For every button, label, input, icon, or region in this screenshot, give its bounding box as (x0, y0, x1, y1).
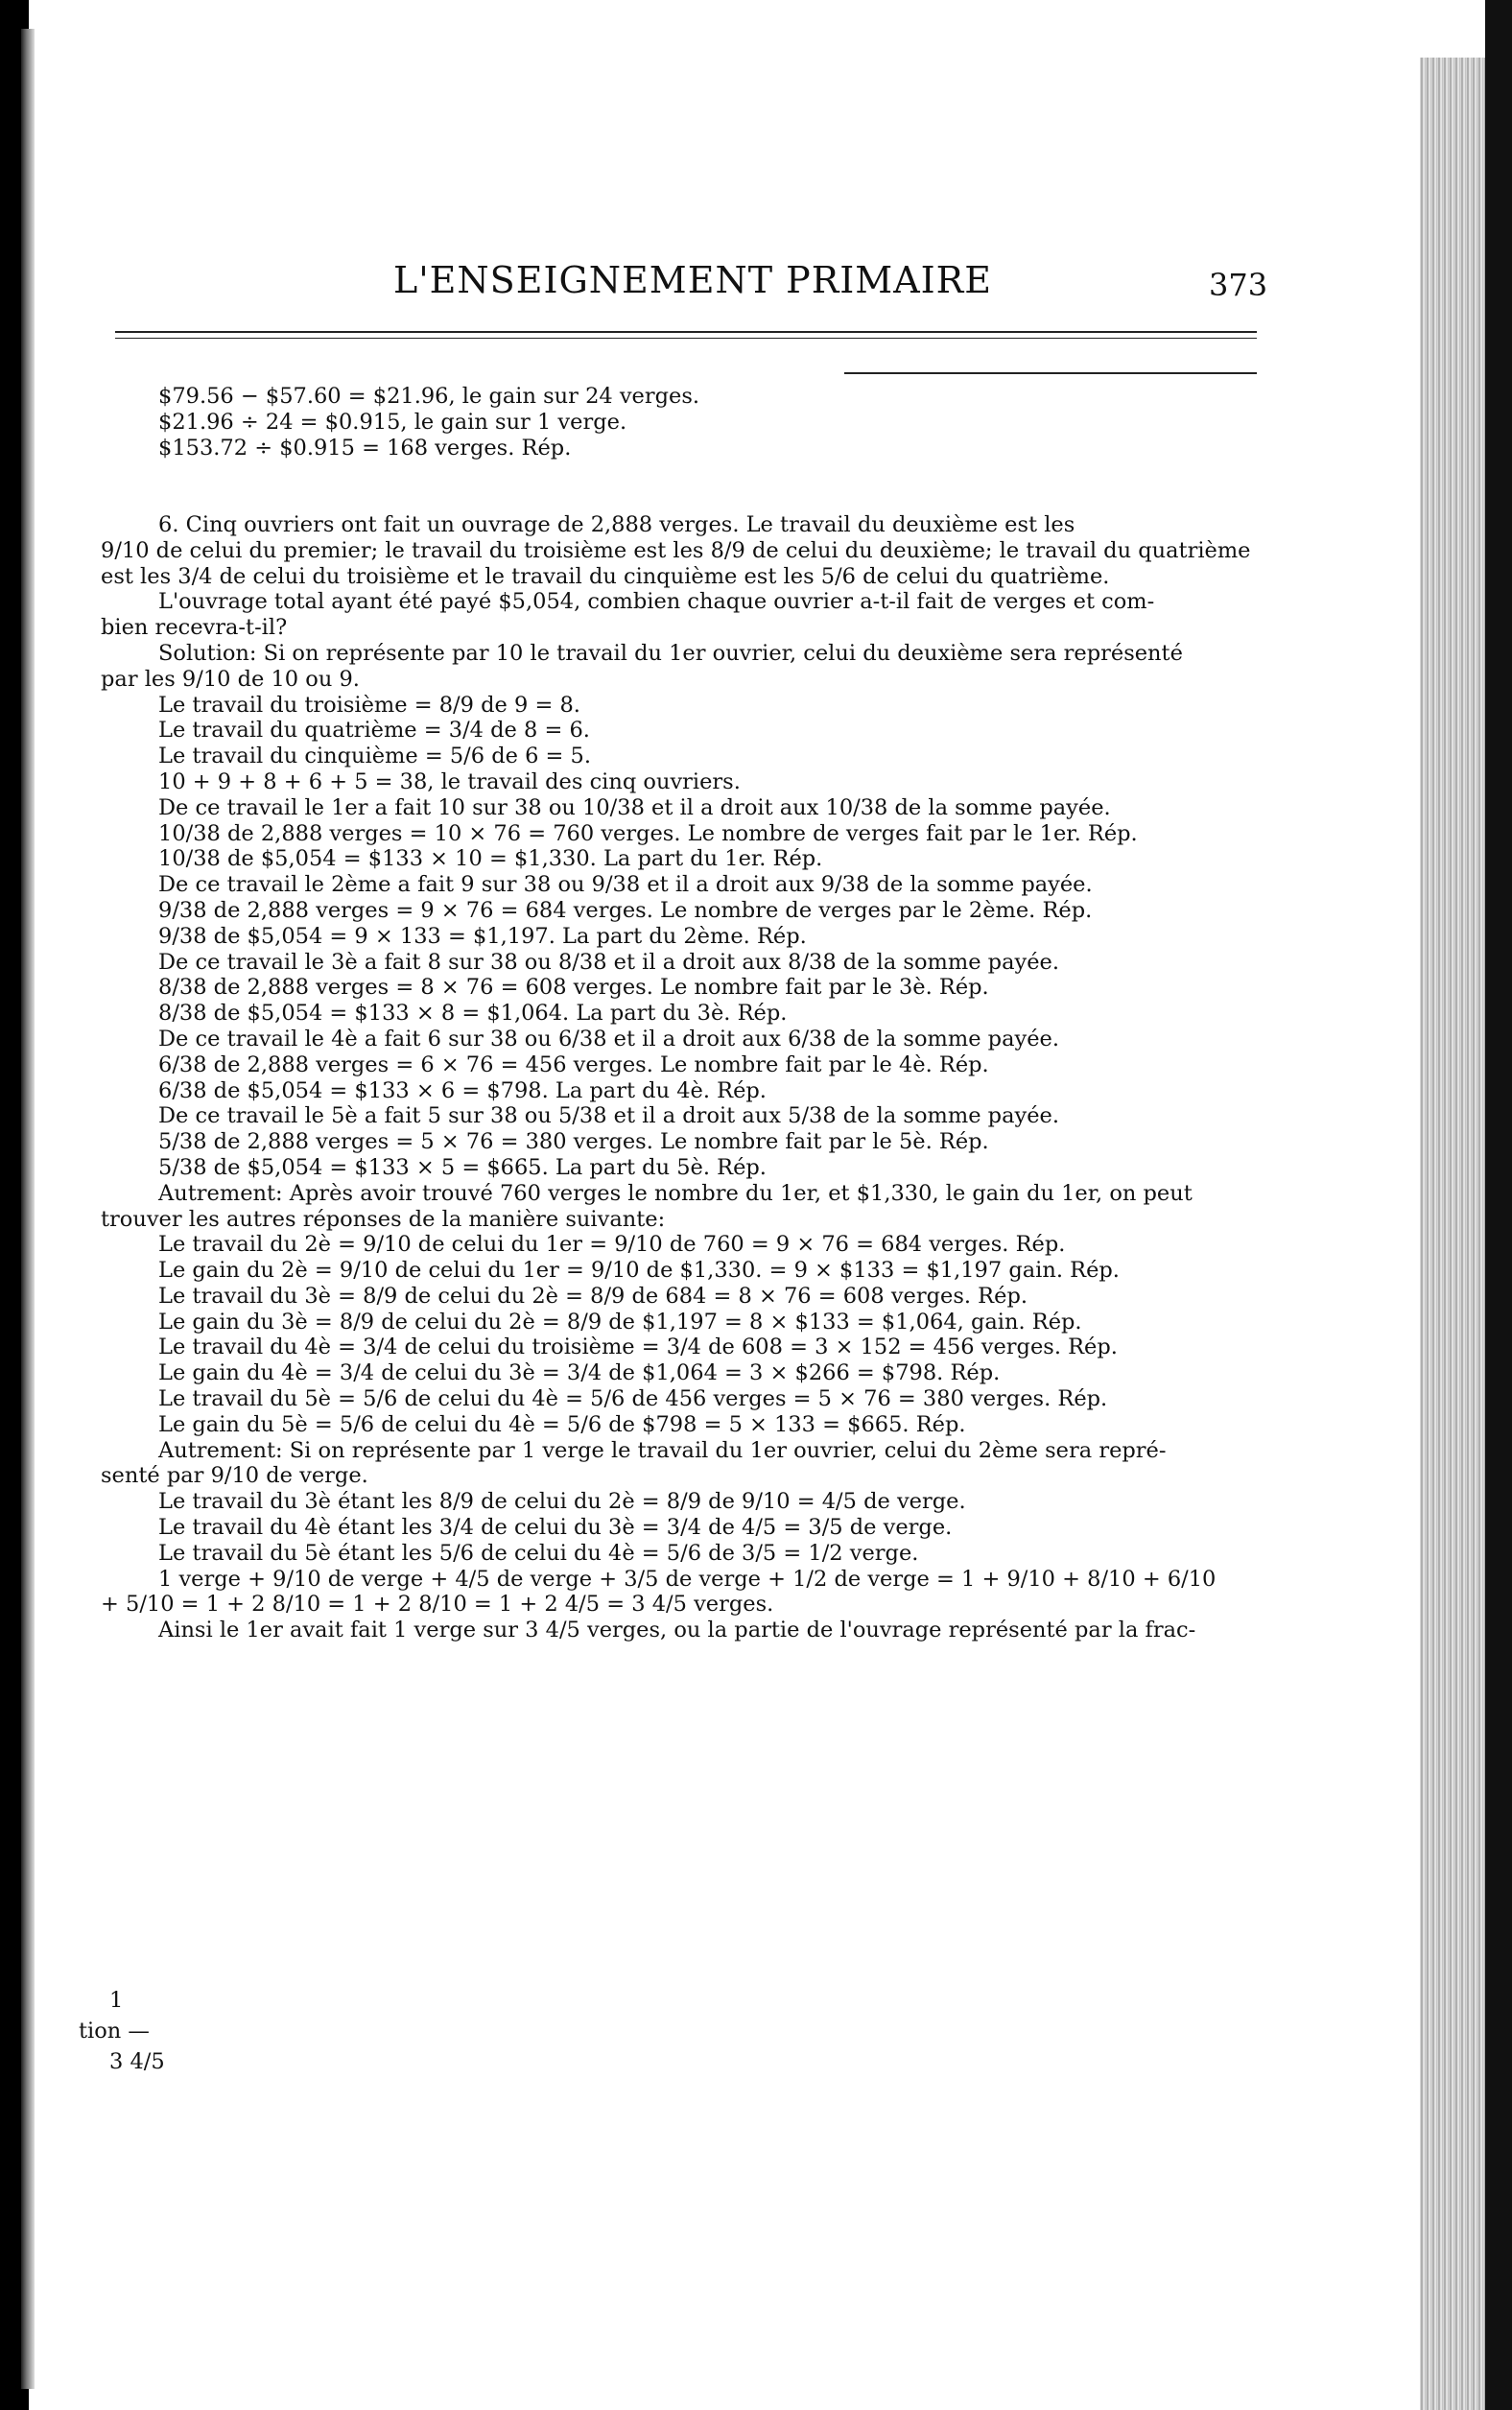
text-line: bien recevra-t-il? (101, 615, 288, 641)
text-line: Le travail du troisième = 8/9 de 9 = 8. (158, 692, 580, 718)
page-number: 373 (1209, 267, 1268, 303)
text-line: 5/38 de $5,054 = $133 × 5 = $665. La part du 5è. Rép. (158, 1154, 767, 1180)
page-header (106, 259, 1268, 317)
text-line: De ce travail le 5è a fait 5 sur 38 ou 5/38 et il a droit aux 5/38 de la somme payée. (158, 1103, 1059, 1129)
text-line: Le travail du 2è = 9/10 de celui du 1er = 9/10 de 760 = 9 × 76 = 684 verges. Rép. (158, 1232, 1066, 1258)
text-line: Le travail du 4è étant les 3/4 de celui du 3è = 3/4 de 4/5 = 3/5 de verge. (158, 1515, 953, 1541)
text-line: De ce travail le 2ème a fait 9 sur 38 ou 9/38 et il a droit aux 9/38 de la somme payée. (158, 872, 1093, 898)
text-line: Ainsi le 1er avait fait 1 verge sur 3 4/5 verges, ou la partie de l'ouvrage représenté par la frac- (158, 1618, 1196, 1643)
text-line: Le travail du 5è = 5/6 de celui du 4è = 5/6 de 456 verges = 5 × 76 = 380 verges. Rép. (158, 1386, 1108, 1412)
text-line: Le gain du 3è = 8/9 de celui du 2è = 8/9 de $1,197 = 8 × $133 = $1,064, gain. Rép. (158, 1309, 1082, 1335)
text-line: 8/38 de 2,888 verges = 8 × 76 = 608 verges. Le nombre fait par le 3è. Rép. (158, 975, 989, 1001)
fraction-label: tion — (79, 2019, 150, 2044)
text-line: L'ouvrage total ayant été payé $5,054, combien chaque ouvrier a-t-il fait de verges et com- (158, 589, 1155, 615)
header-rule-short (844, 372, 1257, 374)
header-rule-thin (115, 338, 1257, 339)
text-line: $79.56 − $57.60 = $21.96, le gain sur 24 verges. (158, 384, 700, 409)
text-line: Le travail du 5è étant les 5/6 de celui du 4è = 5/6 de 3/5 = 1/2 verge. (158, 1540, 919, 1566)
problem-statement: 6. Cinq ouvriers ont fait un ouvrage de 2,888 verges. Le travail du deuxième est les (158, 511, 1075, 537)
text-line: 10/38 de 2,888 verges = 10 × 76 = 760 verges. Le nombre de verges fait par le 1er. Rép. (158, 820, 1138, 846)
text-line: De ce travail le 1er a fait 10 sur 38 ou 10/38 et il a droit aux 10/38 de la somme payée. (158, 794, 1111, 820)
text-line: senté par 9/10 de verge. (101, 1463, 368, 1489)
text-line: 5/38 de 2,888 verges = 5 × 76 = 380 verges. Le nombre fait par le 5è. Rép. (158, 1129, 989, 1155)
text-line: Le gain du 4è = 3/4 de celui du 3è = 3/4 de $1,064 = 3 × $266 = $798. Rép. (158, 1360, 1001, 1386)
text-line: Le travail du 4è = 3/4 de celui du troisième = 3/4 de 608 = 3 × 152 = 456 verges. Rép. (158, 1335, 1118, 1360)
fraction-numerator: 1 (109, 1988, 124, 2013)
text-line: 9/38 de $5,054 = 9 × 133 = $1,197. La part du 2ème. Rép. (158, 923, 807, 949)
paragraph-gap (101, 461, 1257, 486)
text-line: $21.96 ÷ 24 = $0.915, le gain sur 1 verge. (158, 409, 627, 435)
text-line: Le travail du 3è étant les 8/9 de celui du 2è = 8/9 de 9/10 = 4/5 de verge. (158, 1489, 966, 1515)
solution-heading: Solution: Si on représente par 10 le travail du 1er ouvrier, celui du deuxième sera représenté (158, 640, 1183, 666)
text-line: De ce travail le 3è a fait 8 sur 38 ou 8/38 et il a droit aux 8/38 de la somme payée. (158, 949, 1059, 975)
text-line: + 5/10 = 1 + 2 8/10 = 1 + 2 8/10 = 1 + 2 4/5 = 3 4/5 verges. (101, 1592, 774, 1618)
running-title: L'ENSEIGNEMENT PRIMAIRE (393, 259, 993, 301)
text-line: 9/10 de celui du premier; le travail du troisième est les 8/9 de celui du deuxième; le travail du quatrième (101, 537, 1251, 563)
text-line: Le gain du 5è = 5/6 de celui du 4è = 5/6 de $798 = 5 × 133 = $665. Rép. (158, 1411, 966, 1437)
text-line: Le gain du 2è = 9/10 de celui du 1er = 9/10 de $1,330. = 9 × $133 = $1,197 gain. Rép. (158, 1258, 1120, 1284)
text-line: 1 verge + 9/10 de verge + 4/5 de verge + 3/5 de verge + 1/2 de verge = 1 + 9/10 + 8/10 + 6/10 (158, 1566, 1217, 1592)
closing-fraction (79, 1988, 194, 2080)
text-line: 8/38 de $5,054 = $133 × 8 = $1,064. La part du 3è. Rép. (158, 1001, 788, 1027)
text-line: Le travail du 3è = 8/9 de celui du 2è = 8/9 de 684 = 8 × 76 = 608 verges. Rép. (158, 1283, 1028, 1309)
alternative-heading: Autrement: Après avoir trouvé 760 verges le nombre du 1er, et $1,330, le gain du 1er, on peut (158, 1180, 1193, 1206)
text-line: Le travail du quatrième = 3/4 de 8 = 6. (158, 718, 590, 744)
text-line: trouver les autres réponses de la manière suivante: (101, 1206, 666, 1232)
text-line: 10/38 de $5,054 = $133 × 10 = $1,330. La part du 1er. Rép. (158, 846, 823, 872)
alternative-heading: Autrement: Si on représente par 1 verge le travail du 1er ouvrier, celui du 2ème sera repré- (158, 1437, 1167, 1463)
text-line: par les 9/10 de 10 ou 9. (101, 666, 360, 692)
text-line: $153.72 ÷ $0.915 = 168 verges. Rép. (158, 435, 572, 461)
text-line: 6/38 de $5,054 = $133 × 6 = $798. La part du 4è. Rép. (158, 1077, 767, 1103)
scan-border-right (1485, 0, 1512, 2410)
text-line: est les 3/4 de celui du troisième et le travail du cinquième est les 5/6 de celui du quatrième. (101, 563, 1110, 589)
paragraph-gap (101, 486, 1257, 512)
text-line: 6/38 de 2,888 verges = 6 × 76 = 456 verges. Le nombre fait par le 4è. Rép. (158, 1051, 989, 1077)
text-line: De ce travail le 4è a fait 6 sur 38 ou 6/38 et il a droit aux 6/38 de la somme payée. (158, 1026, 1059, 1051)
scan-shadow-left (21, 29, 35, 2389)
text-line: Le travail du cinquième = 5/6 de 6 = 5. (158, 744, 592, 769)
text-line: 9/38 de 2,888 verges = 9 × 76 = 684 verges. Le nombre de verges par le 2ème. Rép. (158, 897, 1093, 923)
fraction-denominator: 3 4/5 (109, 2049, 165, 2074)
text-line: 10 + 9 + 8 + 6 + 5 = 38, le travail des cinq ouvriers. (158, 768, 741, 794)
header-rule (115, 331, 1257, 333)
page-body (101, 384, 1257, 1643)
